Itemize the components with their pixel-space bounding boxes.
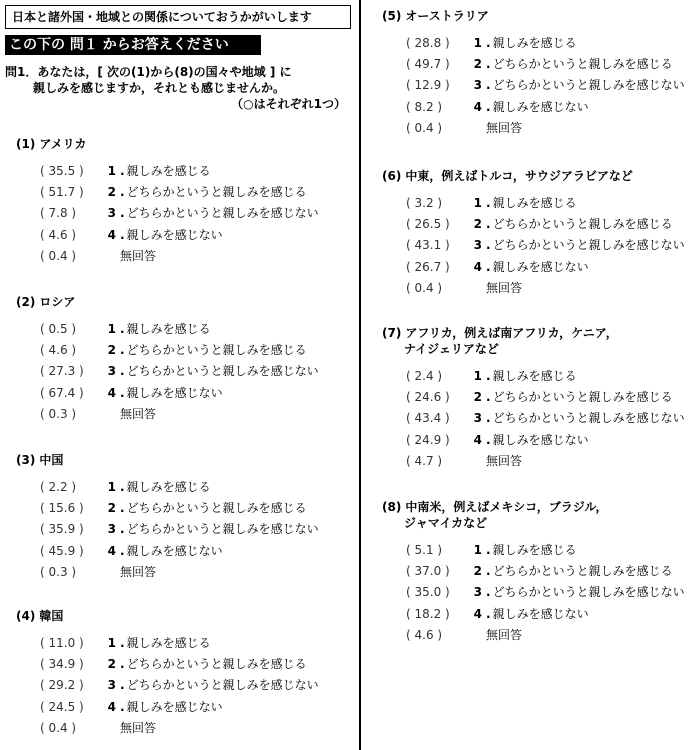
option-number: 3 [107,522,116,537]
option-label: どちらかというと親しみを感じない [126,206,319,221]
answer-option-4[interactable]: ( 67.4 ) 4 . 親しみを感じない [16,383,319,404]
answer-percent: ( 24.6 ) [406,390,450,405]
option-label: どちらかというと親しみを感じる [492,57,673,72]
answer-percent: ( 2.4 ) [406,369,443,383]
option-label: どちらかというと親しみを感じない [126,522,319,537]
section-heading [382,499,685,531]
section-number: (3) [16,453,36,467]
section-heading [16,136,319,152]
answer-list [16,161,319,267]
option-label: どちらかというと親しみを感じる [126,343,307,358]
option-label: 親しみを感じる [492,543,577,557]
option-label: どちらかというと親しみを感じない [492,238,685,253]
answer-no-response [382,451,685,472]
answer-option-3[interactable]: ( 35.9 ) 3 . どちらかというと親しみを感じない [16,519,319,540]
option-number: 1 [473,36,482,50]
option-label: どちらかというと親しみを感じない [492,585,685,600]
answer-percent: ( 5.1 ) [406,543,443,557]
option-number: 4 [107,543,116,558]
option-label: 親しみを感じる [126,480,211,494]
answer-percent: ( 51.7 ) [40,185,84,200]
section-name: アメリカ [39,137,87,151]
option-label: 親しみを感じる [126,322,211,336]
answer-option-1[interactable]: ( 35.5 ) 1 . 親しみを感じる [16,161,319,182]
answer-percent: ( 7.8 ) [40,206,77,221]
question-line-1 [5,64,350,80]
section-number: (2) [16,295,36,309]
option-label: 無回答 [486,120,523,135]
section-name-continued: ジャマイカなど [404,516,488,530]
question-number: 問1． [5,65,38,79]
option-label: どちらかというと親しみを感じる [492,217,673,232]
section-number: (7) [382,326,402,340]
answer-percent: ( 26.7 ) [406,259,450,274]
section-heading [16,608,319,624]
answer-list [16,633,319,739]
answer-percent: ( 4.6 ) [40,343,77,358]
option-label: どちらかというと親しみを感じない [492,78,685,93]
answer-option-1[interactable]: ( 5.1 ) 1 . 親しみを感じる [382,540,685,561]
answer-percent: ( 67.4 ) [40,385,84,400]
option-label: どちらかというと親しみを感じない [492,411,685,426]
option-label: 無回答 [120,564,157,579]
option-number: 2 [473,564,482,579]
answer-percent: ( 2.2 ) [40,480,77,494]
answer-option-3[interactable]: ( 27.3 ) 3 . どちらかというと親しみを感じない [16,361,319,382]
question-text [5,64,350,112]
option-number: 1 [473,196,482,210]
option-label: 親しみを感じない [126,227,223,242]
answer-percent: ( 35.9 ) [40,522,84,537]
answer-percent: ( 37.0 ) [406,564,450,579]
section-heading [16,452,319,468]
option-label: 親しみを感じる [492,196,577,210]
answer-option-2[interactable]: ( 37.0 ) 2 . どちらかというと親しみを感じる [382,561,685,582]
answer-option-4[interactable]: ( 45.9 ) 4 . 親しみを感じない [16,541,319,562]
option-label: 無回答 [486,627,523,642]
section-name: 中国 [39,453,64,467]
option-number: 2 [107,657,116,672]
answer-option-2[interactable]: ( 24.6 ) 2 . どちらかというと親しみを感じる [382,387,685,408]
answer-percent: ( 8.2 ) [406,99,443,114]
answer-option-1[interactable]: ( 2.4 ) 1 . 親しみを感じる [382,366,685,387]
option-label: 無回答 [120,406,157,421]
section-name: 中東，例えばトルコ，サウジアラビアなど [405,169,633,183]
answer-option-3[interactable]: ( 43.4 ) 3 . どちらかというと親しみを感じない [382,408,685,429]
answer-option-1[interactable]: ( 2.2 ) 1 . 親しみを感じる [16,477,319,498]
option-number: 3 [107,678,116,693]
answer-percent: ( 0.4 ) [406,280,443,295]
answer-list [16,319,319,425]
option-number: 4 [473,259,482,274]
question-note: （○はそれぞれ1つ） [231,97,346,111]
section-china [16,452,319,583]
section-heading [16,294,319,310]
option-number: 1 [107,480,116,494]
answer-list [16,477,319,583]
option-label: 親しみを感じない [126,385,223,400]
option-number: 4 [107,699,116,714]
option-number: 4 [473,432,482,447]
section-latin-america [382,499,685,646]
answer-list [382,540,685,646]
option-number: 2 [107,343,116,358]
answer-option-4[interactable]: ( 4.6 ) 4 . 親しみを感じない [16,225,319,246]
answer-percent: ( 27.3 ) [40,364,84,379]
option-number: 3 [473,238,482,253]
answer-list [382,193,685,299]
answer-percent: ( 18.2 ) [406,606,450,621]
section-australia [382,8,685,139]
option-number: 1 [107,322,116,336]
option-number: 2 [473,57,482,72]
section-name-continued: ナイジェリアなど [404,342,499,356]
answer-percent: ( 29.2 ) [40,678,84,693]
option-number: 2 [473,217,482,232]
answer-option-3[interactable]: ( 43.1 ) 3 . どちらかというと親しみを感じない [382,235,685,256]
option-number: 1 [473,543,482,557]
column-divider [359,0,361,750]
answer-percent: ( 24.9 ) [406,432,450,447]
option-number: 2 [107,185,116,200]
answer-percent: ( 0.4 ) [40,720,77,735]
answer-list [382,33,685,139]
option-label: どちらかというと親しみを感じる [126,657,307,672]
option-number: 2 [107,501,116,516]
answer-option-2[interactable]: ( 26.5 ) 2 . どちらかというと親しみを感じる [382,214,685,235]
option-label: 無回答 [486,453,523,468]
answer-percent: ( 11.0 ) [40,636,84,650]
answer-option-3[interactable]: ( 12.9 ) 3 . どちらかというと親しみを感じない [382,75,685,96]
option-label: どちらかというと親しみを感じない [126,364,319,379]
option-number: 4 [107,385,116,400]
section-number: (8) [382,500,402,514]
answer-option-2[interactable]: ( 4.6 ) 2 . どちらかというと親しみを感じる [16,340,319,361]
answer-percent: ( 4.6 ) [40,227,77,242]
option-label: 親しみを感じない [126,543,223,558]
answer-percent: ( 35.5 ) [40,164,84,178]
section-name: アフリカ，例えば南アフリカ，ケニア， [405,326,618,340]
option-label: 無回答 [120,720,157,735]
answer-percent: ( 3.2 ) [406,196,443,210]
answer-list [382,366,685,472]
answer-no-response [382,118,685,139]
section-heading [382,8,685,24]
answer-percent: ( 15.6 ) [40,501,84,516]
answer-option-2[interactable]: ( 34.9 ) 2 . どちらかというと親しみを感じる [16,654,319,675]
answer-percent: ( 35.0 ) [406,585,450,600]
answer-percent: ( 34.9 ) [40,657,84,672]
option-label: どちらかというと親しみを感じない [126,678,319,693]
section-heading [382,325,685,357]
option-number: 1 [107,164,116,178]
section-name: オーストラリア [405,9,489,23]
option-number: 1 [473,369,482,383]
option-label: 親しみを感じない [492,432,589,447]
answer-no-response [382,278,685,299]
section-number: (4) [16,609,36,623]
option-number: 3 [107,364,116,379]
option-label: 親しみを感じる [126,164,211,178]
answer-no-response [16,718,319,739]
answer-option-2[interactable]: ( 51.7 ) 2 . どちらかというと親しみを感じる [16,182,319,203]
answer-option-4[interactable]: ( 24.5 ) 4 . 親しみを感じない [16,697,319,718]
answer-option-2[interactable]: ( 15.6 ) 2 . どちらかというと親しみを感じる [16,498,319,519]
section-middle-east [382,168,685,299]
answer-percent: ( 26.5 ) [406,217,450,232]
answer-percent: ( 28.8 ) [406,36,450,50]
answer-percent: ( 24.5 ) [40,699,84,714]
answer-percent: ( 4.7 ) [406,453,443,468]
option-label: 親しみを感じる [492,36,577,50]
answer-option-4[interactable]: ( 8.2 ) 4 . 親しみを感じない [382,97,685,118]
answer-percent: ( 43.1 ) [406,238,450,253]
option-label: どちらかというと親しみを感じる [492,564,673,579]
question-line-2: 親しみを感じますか，それとも感じませんか。 [33,81,286,95]
section-number: (5) [382,9,402,23]
answer-no-response [16,562,319,583]
option-number: 3 [473,411,482,426]
option-label: 親しみを感じない [492,606,589,621]
answer-option-1[interactable]: ( 0.5 ) 1 . 親しみを感じる [16,319,319,340]
instruction-banner: この下の 問１ からお答えください [5,35,261,55]
answer-percent: ( 0.3 ) [40,564,77,579]
answer-percent: ( 0.3 ) [40,406,77,421]
answer-no-response [382,625,685,646]
section-america [16,136,319,267]
answer-no-response [16,404,319,425]
answer-percent: ( 12.9 ) [406,78,450,93]
answer-no-response [16,246,319,267]
option-label: 親しみを感じる [492,369,577,383]
answer-percent: ( 45.9 ) [40,543,84,558]
answer-option-3[interactable]: ( 29.2 ) 3 . どちらかというと親しみを感じない [16,675,319,696]
answer-option-3[interactable]: ( 35.0 ) 3 . どちらかというと親しみを感じない [382,582,685,603]
survey-title: 日本と諸外国・地域との関係についておうかがいします [5,5,351,29]
option-label: 親しみを感じない [492,259,589,274]
section-africa [382,325,685,472]
option-label: 無回答 [120,248,157,263]
option-number: 3 [107,206,116,221]
question-line-1-text: あなたは，[ 次の(1)から(8)の国々や地域 ] に [37,65,292,79]
option-label: 親しみを感じない [126,699,223,714]
option-label: 無回答 [486,280,523,295]
answer-percent: ( 43.4 ) [406,411,450,426]
option-label: 親しみを感じる [126,636,211,650]
answer-option-1[interactable]: ( 11.0 ) 1 . 親しみを感じる [16,633,319,654]
option-label: どちらかというと親しみを感じる [126,185,307,200]
option-label: どちらかというと親しみを感じる [492,390,673,405]
answer-option-1[interactable]: ( 28.8 ) 1 . 親しみを感じる [382,33,685,54]
option-number: 2 [473,390,482,405]
section-number: (1) [16,137,36,151]
option-number: 3 [473,78,482,93]
answer-option-2[interactable]: ( 49.7 ) 2 . どちらかというと親しみを感じる [382,54,685,75]
section-name: ロシア [39,295,76,309]
section-name: 韓国 [39,609,64,623]
answer-percent: ( 0.5 ) [40,322,77,336]
section-korea [16,608,319,739]
option-number: 3 [473,585,482,600]
answer-percent: ( 4.6 ) [406,627,443,642]
option-number: 4 [473,606,482,621]
answer-percent: ( 0.4 ) [406,120,443,135]
option-label: 親しみを感じない [492,99,589,114]
answer-percent: ( 0.4 ) [40,248,77,263]
answer-option-4[interactable]: ( 24.9 ) 4 . 親しみを感じない [382,430,685,451]
section-russia [16,294,319,425]
option-number: 4 [473,99,482,114]
answer-option-3[interactable]: ( 7.8 ) 3 . どちらかというと親しみを感じない [16,203,319,224]
answer-option-4[interactable]: ( 18.2 ) 4 . 親しみを感じない [382,604,685,625]
option-number: 4 [107,227,116,242]
option-number: 1 [107,636,116,650]
option-label: どちらかというと親しみを感じる [126,501,307,516]
section-number: (6) [382,169,402,183]
answer-option-1[interactable]: ( 3.2 ) 1 . 親しみを感じる [382,193,685,214]
answer-percent: ( 49.7 ) [406,57,450,72]
section-heading [382,168,685,184]
answer-option-4[interactable]: ( 26.7 ) 4 . 親しみを感じない [382,257,685,278]
section-name: 中南米，例えばメキシコ，ブラジル， [405,500,608,514]
